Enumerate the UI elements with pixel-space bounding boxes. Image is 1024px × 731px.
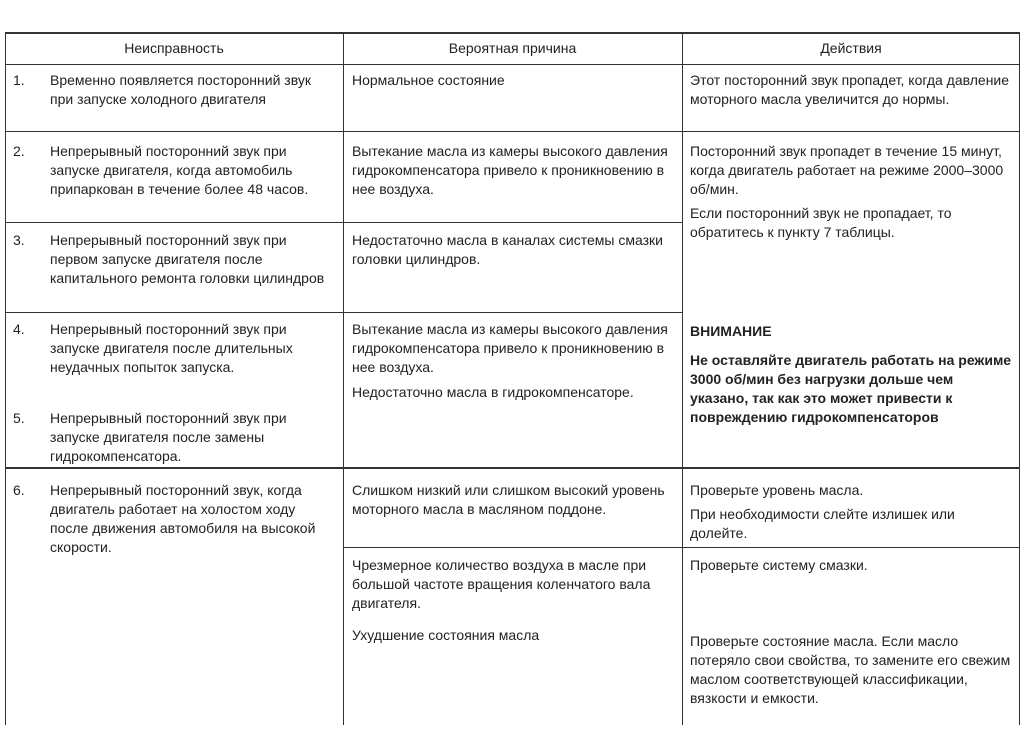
cause-text: Ухудшение состояния масла: [352, 627, 540, 643]
fault-text: Временно появляется посторонний звук при запуске холодного двигателя: [50, 72, 311, 107]
cause-text: Нормальное состояние: [352, 72, 505, 88]
action-text: При необходимости слейте излишек или долейте.: [690, 506, 955, 541]
divider: [5, 64, 1020, 65]
fault-text: Непрерывный посторонний звук при запуске двигателя после замены гидрокомпенсатора.: [50, 410, 287, 464]
row-number: 1.: [13, 72, 25, 88]
cause-text: Слишком низкий или слишком высокий уровень моторного масла в масляном поддоне.: [352, 482, 665, 517]
row-number: 6.: [13, 482, 25, 498]
cause-text: Вытекание масла из камеры высокого давления гидрокомпенсатора привело к проникновению в нее воздуха.: [352, 143, 668, 197]
cause-text: Чрезмерное количество воздуха в масле при большой частоте вращения коленчатого вала двигателя.: [352, 557, 651, 611]
header-action: Действия: [820, 40, 882, 56]
action-text: Проверьте уровень масла.: [690, 482, 864, 498]
action-text: Если посторонний звук не пропадает, то обратитесь к пункту 7 таблицы.: [690, 205, 952, 240]
fault-text: Непрерывный посторонний звук при первом запуске двигателя после капитального ремонта головки цилиндров: [50, 232, 325, 286]
header-cause: Вероятная причина: [448, 40, 577, 56]
action-text: Проверьте состояние масла. Если масло потеряло свои свойства, то замените его свежим маслом соответствующей классификации, вязкости и емкости.: [690, 633, 1011, 706]
divider: [5, 33, 6, 725]
cause-text: Вытекание масла из камеры высокого давления гидрокомпенсатора привело к проникновению в нее воздуха.: [352, 321, 668, 375]
action-text: Проверьте систему смазки.: [690, 557, 868, 573]
row-number: 4.: [13, 321, 25, 337]
table-top-border: [5, 32, 1020, 34]
fault-text: Непрерывный посторонний звук при запуске двигателя после длительных неудачных попыток запуска.: [50, 321, 293, 375]
row-number: 3.: [13, 232, 25, 248]
warning-title: ВНИМАНИЕ: [690, 323, 772, 339]
fault-text: Непрерывный посторонний звук, когда двигатель работает на холостом ходу после движения автомобиля на высокой скорости.: [50, 482, 316, 555]
divider: [5, 131, 1020, 132]
action-text: Этот посторонний звук пропадет, когда давление моторного масла увеличится до нормы.: [690, 72, 1010, 107]
divider: [682, 33, 683, 725]
row-number: 2.: [13, 143, 25, 159]
divider: [5, 467, 1020, 469]
divider: [343, 33, 344, 725]
action-text: Посторонний звук пропадет в течение 15 минут, когда двигатель работает на режиме 2000–3000 об/мин.: [690, 143, 1004, 197]
cause-text: Недостаточно масла в гидрокомпенсаторе.: [352, 384, 634, 400]
warning-text: Не оставляйте двигатель работать на режиме 3000 об/мин без нагрузки дольше чем указано, так как это может привести к повреждению гидрокомпенсаторов: [690, 352, 1012, 425]
divider: [1019, 33, 1020, 725]
fault-text: Непрерывный посторонний звук при запуске двигателя, когда автомобиль припаркован в течение более 48 часов.: [50, 143, 309, 197]
row-number: 5.: [13, 410, 25, 426]
header-fault: Неисправность: [124, 40, 224, 56]
cause-text: Недостаточно масла в каналах системы смазки головки цилиндров.: [352, 232, 663, 267]
